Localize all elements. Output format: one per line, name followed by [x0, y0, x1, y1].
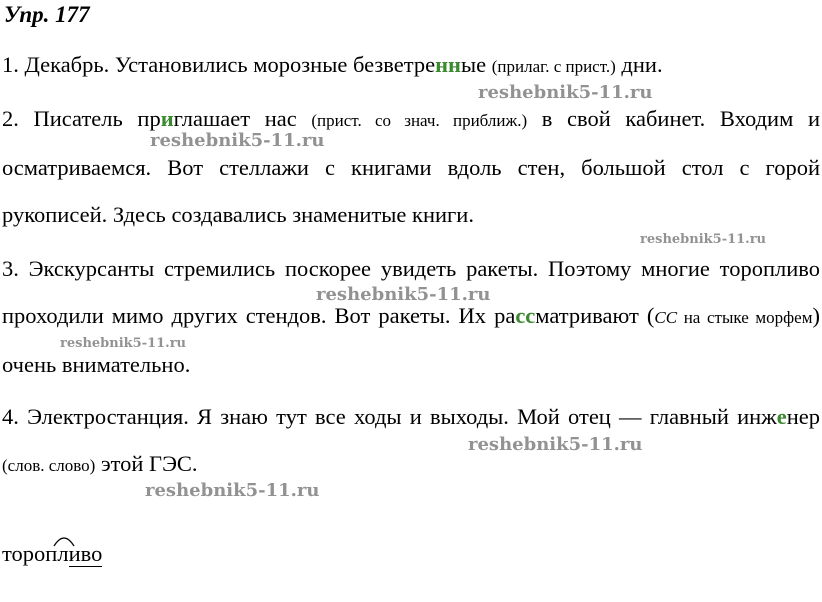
p2-text-a: 2. Писатель пр: [2, 106, 161, 131]
watermark: reshebnik5-11.ru: [150, 130, 325, 151]
paragraph-2: [2, 95, 820, 238]
p3-note: на стыке морфем: [677, 308, 813, 327]
paragraph-1: [2, 41, 820, 90]
p1-text-c: дни.: [615, 52, 663, 77]
watermark: reshebnik5-11.ru: [145, 480, 320, 501]
watermark: reshebnik5-11.ru: [478, 82, 653, 103]
p3-text-a: 3. Экскурсанты стремились поскорее увидеть ракеты. Поэтому многие торопливо проходили мимо других стендов. Вот ракеты. Их ра: [2, 256, 820, 328]
morph-root: пл: [45, 541, 69, 566]
morph-suffix: иво: [68, 541, 103, 566]
p2-highlight: и: [160, 106, 174, 131]
morpheme-word: [2, 540, 102, 568]
p3-text-b: матривают (: [535, 303, 655, 328]
p1-text-b: ые: [461, 52, 492, 77]
p1-text-a: 1. Декабрь. Установились морозные безветре: [2, 52, 436, 77]
p1-note: (прилаг. с прист.): [491, 57, 616, 76]
p3-note-italic: СС: [654, 308, 678, 327]
p2-note: (прист. со знач. приближ.): [311, 111, 528, 130]
p2-text-b: глашает нас: [173, 106, 312, 131]
p4-highlight: е: [776, 404, 787, 429]
watermark: reshebnik5-11.ru: [468, 434, 643, 455]
paragraph-3: [2, 245, 820, 388]
p4-text-a: 4. Электростанция. Я знаю тут все ходы и выходы. Мой отец — главный инж: [2, 404, 777, 429]
morph-prefix: торо: [2, 541, 46, 566]
watermark: reshebnik5-11.ru: [316, 284, 491, 305]
watermark: reshebnik5-11.ru: [60, 336, 187, 351]
p4-text-c: этой ГЭС.: [95, 451, 198, 476]
p3-highlight: сс: [515, 303, 536, 328]
p3-text-c: ) очень внимательно.: [2, 303, 820, 377]
p4-text-b: нер: [786, 404, 820, 429]
p2-text-c: в свой кабинет. Входим и осматриваемся. Вот стеллажи с книгами вдоль стен, большой стол с горой рукописей. Здесь создавались знаменитые книги.: [2, 106, 820, 227]
exercise-title: Упр. 177: [4, 2, 90, 27]
watermark: reshebnik5-11.ru: [640, 232, 767, 247]
paragraph-4: [2, 393, 820, 489]
p1-highlight: нн: [435, 52, 462, 77]
p4-note: (слов. слово): [2, 456, 96, 475]
